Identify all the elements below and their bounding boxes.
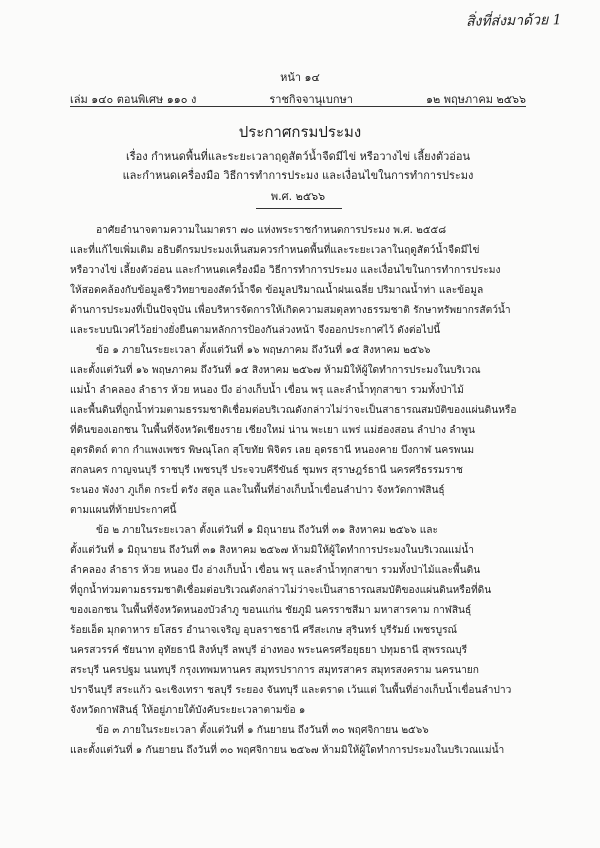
body-line: ที่ถูกน้ำท่วมตามธรรมชาติเชื่อมต่อบริเวณดังกล่าวไม่ว่าจะเป็นสาธารณสมบัติของแผ่นดินหรือที่ดิน xyxy=(70,585,492,596)
body-line: ตั้งแต่วันที่ ๑ มิถุนายน ถึงวันที่ ๓๑ สิงหาคม ๒๕๖๗ ห้ามมิให้ผู้ใดทำการประมงในบริเวณแม่น้ำ xyxy=(70,545,475,556)
body-line: อุตรดิตถ์ ตาก กำแพงเพชร พิษณุโลก สุโขทัย พิจิตร เลย อุดรธานี หนองคาย บึงกาฬ นครพนม xyxy=(70,445,475,456)
subject-line-1: เรื่อง กำหนดพื้นที่และระยะเวลาฤดูสัตว์น้ำจืดมีไข่ หรือวางไข่ เลี้ยงตัวอ่อน xyxy=(125,150,470,163)
body-line: และพื้นดินที่ถูกน้ำท่วมตามธรรมชาติเชื่อมต่อบริเวณดังกล่าวไม่ว่าจะเป็นสาธารณสมบัติของแผ่นดินหรือ xyxy=(70,405,517,416)
body-line: และตั้งแต่วันที่ ๑๖ พฤษภาคม ถึงวันที่ ๑๕ สิงหาคม ๒๕๖๗ ห้ามมิให้ผู้ใดทำการประมงในบริเวณ xyxy=(70,365,481,376)
body-line: นครสวรรค์ ชัยนาท อุทัยธานี สิงห์บุรี ลพบุรี อ่างทอง พระนครศรีอยุธยา ปทุมธานี สุพรรณบุรี xyxy=(70,645,468,656)
header-divider xyxy=(70,106,526,107)
body-line: และตั้งแต่วันที่ ๑ กันยายน ถึงวันที่ ๓๐ พฤศจิกายน ๒๕๖๗ ห้ามมิให้ผู้ใดทำการประมงในบริเวณแม่น้ำ xyxy=(70,745,505,756)
body-text xyxy=(70,221,530,761)
subject-year: พ.ศ. ๒๕๖๖ xyxy=(270,190,326,203)
body-line: ให้สอดคล้องกับข้อมูลชีววิทยาของสัตว์น้ำจืด ข้อมูลปริมาณน้ำฝนเฉลี่ย ปริมาณน้ำท่า และข้อมูล xyxy=(70,285,484,296)
body-line: ร้อยเอ็ด มุกดาหาร ยโสธร อำนาจเจริญ อุบลราชธานี ศรีสะเกษ สุรินทร์ บุรีรัมย์ เพชรบูรณ์ xyxy=(70,625,457,636)
body-line: จังหวัดกาฬสินธุ์ ให้อยู่ภายใต้บังคับระยะเวลาตามข้อ ๑ xyxy=(70,705,306,716)
body-line: ด้านการประมงที่เป็นปัจจุบัน เพื่อบริหารจัดการให้เกิดความสมดุลทางธรรมชาติ รักษาทรัพยากรสัตว์น้ำ xyxy=(70,305,511,316)
body-line: อาศัยอำนาจตามความในมาตรา ๗๐ แห่งพระราชกำหนดการประมง พ.ศ. ๒๕๕๘ xyxy=(96,225,447,236)
body-line: ปราจีนบุรี สระแก้ว ฉะเชิงเทรา ชลบุรี ระยอง จันทบุรี และตราด เว้นแต่ ในพื้นที่อ่างเก็บน้ำเขื่อนลำปาว xyxy=(70,685,512,696)
body-line: สระบุรี นครปฐม นนทบุรี กรุงเทพมหานคร สมุทรปราการ สมุทรสาคร สมุทรสงคราม นครนายก xyxy=(70,665,479,676)
body-line: สกลนคร กาญจนบุรี ราชบุรี เพชรบุรี ประจวบคีรีขันธ์ ชุมพร สุราษฎร์ธานี นครศรีธรรมราช xyxy=(70,465,463,476)
subject-line-2: และกำหนดเครื่องมือ วิธีการทำการประมง และเงื่อนไขในการทำการประมง xyxy=(122,169,474,182)
page-number: หน้า ๑๔ xyxy=(280,71,320,84)
announcement-title: ประกาศกรมประมง xyxy=(238,123,362,141)
clause-1-line: ข้อ ๑ ภายในระยะเวลา ตั้งแต่วันที่ ๑๖ พฤษภาคม ถึงวันที่ ๑๕ สิงหาคม ๒๕๖๖ xyxy=(96,345,431,356)
clause-2-line: ข้อ ๒ ภายในระยะเวลา ตั้งแต่วันที่ ๑ มิถุนายน ถึงวันที่ ๓๑ สิงหาคม ๒๕๖๖ และ xyxy=(96,525,438,536)
body-line: หรือวางไข่ เลี้ยงตัวอ่อน และกำหนดเครื่องมือ วิธีการทำการประมง และเงื่อนไขในการทำการประมง xyxy=(70,265,501,276)
gazette-date: ๑๒ พฤษภาคม ๒๕๖๖ xyxy=(426,93,526,106)
gazette-name: ราชกิจจานุเบกษา xyxy=(269,93,353,106)
body-line: ตามแผนที่ท้ายประกาศนี้ xyxy=(70,505,177,516)
gazette-volume: เล่ม ๑๔๐ ตอนพิเศษ ๑๑๐ ง xyxy=(70,93,197,106)
body-line: ของเอกชน ในพื้นที่จังหวัดหนองบัวลำภู ขอนแก่น ชัยภูมิ นครราชสีมา มหาสารคาม กาฬสินธุ์ xyxy=(70,605,472,616)
body-line: และที่แก้ไขเพิ่มเติม อธิบดีกรมประมงเห็นสมควรกำหนดพื้นที่และระยะเวลาในฤดูสัตว์น้ำจืดมีไข่ xyxy=(70,245,480,256)
body-line: ที่ดินของเอกชน ในพื้นที่จังหวัดเชียงราย เชียงใหม่ น่าน พะเยา แพร่ แม่ฮ่องสอน ลำปาง ลำพูน xyxy=(70,425,475,436)
body-line: ระนอง พังงา ภูเก็ต กระบี่ ตรัง สตูล และในพื้นที่อ่างเก็บน้ำเขื่อนลำปาว จังหวัดกาฬสินธุ์ xyxy=(70,485,445,496)
body-line: และระบบนิเวศไว้อย่างยั่งยืนตามหลักการป้องกันล่วงหน้า จึงออกประกาศไว้ ดังต่อไปนี้ xyxy=(70,325,441,336)
handwritten-annotation: สิ่งที่ส่งมาด้วย 1 xyxy=(466,12,563,30)
body-line: ลำคลอง ลำธาร ห้วย หนอง บึง อ่างเก็บน้ำ เขื่อน พรุ และลำน้ำทุกสาขา รวมทั้งป่าไม้และพื้นดิน xyxy=(70,565,481,576)
title-divider xyxy=(256,208,342,209)
body-line: แม่น้ำ ลำคลอง ลำธาร ห้วย หนอง บึง อ่างเก็บน้ำ เขื่อน พรุ และลำน้ำทุกสาขา รวมทั้งป่าไม้ xyxy=(70,385,464,396)
clause-3-line: ข้อ ๓ ภายในระยะเวลา ตั้งแต่วันที่ ๑ กันยายน ถึงวันที่ ๓๐ พฤศจิกายน ๒๕๖๖ xyxy=(96,725,429,736)
